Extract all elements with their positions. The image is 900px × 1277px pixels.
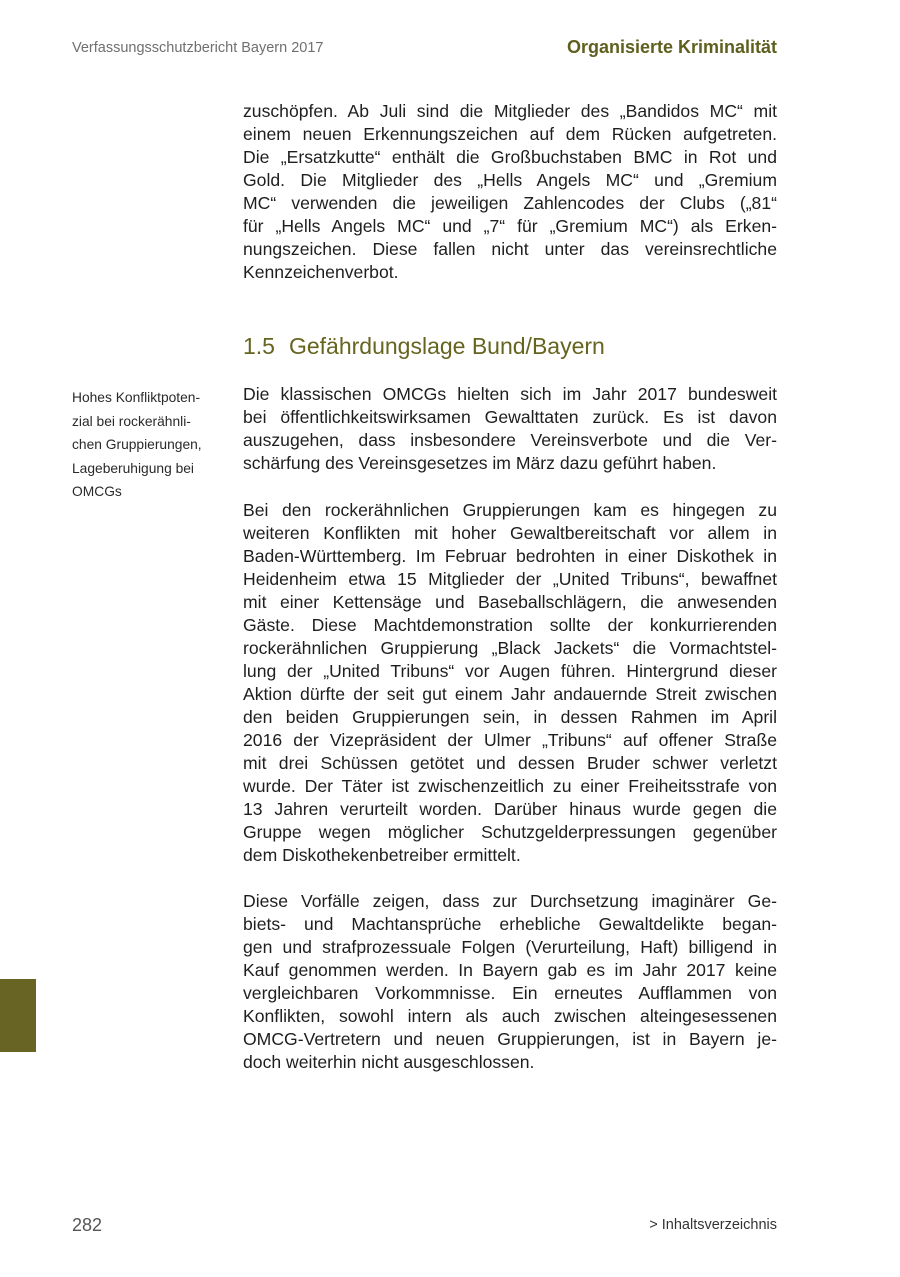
text-line: Gäste. Diese Machtdemonstration sollte der konkurrierenden — [243, 615, 777, 635]
text-line: zuschöpfen. Ab Juli sind die Mitglieder des „Bandidos MC“ mit — [243, 101, 777, 121]
paragraph — [243, 890, 777, 1074]
text-line: Konflikten, sowohl intern als auch zwischen alteingesessenen — [243, 1006, 777, 1026]
text-line: für „Hells Angels MC“ und „7“ für „Gremium MC“) als Erken- — [243, 216, 777, 236]
paragraph — [243, 100, 777, 284]
text-line: MC“ verwenden die jeweiligen Zahlencodes der Clubs („81“ — [243, 193, 777, 213]
text-line: Kennzeichenverbot. — [243, 262, 399, 282]
text-line: 13 Jahren verurteilt worden. Darüber hinaus wurde gegen die — [243, 799, 777, 819]
chapter-tab-marker — [0, 979, 36, 1052]
page-number: 282 — [72, 1215, 103, 1235]
text-line: 2016 der Vizepräsident der Ulmer „Tribuns“ auf offener Straße — [243, 730, 777, 750]
margin-note-line: zial bei rockerähnli- — [72, 413, 191, 429]
text-line: mit einer Kettensäge und Baseballschlägern, die anwesenden — [243, 592, 777, 612]
table-of-contents-link[interactable]: > Inhaltsverzeichnis — [649, 1217, 777, 1233]
text-line: Die klassischen OMCGs hielten sich im Jahr 2017 bundesweit — [243, 384, 777, 404]
text-line: dem Diskothekenbetreiber ermittelt. — [243, 845, 521, 865]
text-line: wurde. Der Täter ist zwischenzeitlich zu einer Freiheitsstrafe von — [243, 776, 777, 796]
margin-note-line: Hohes Konfliktpoten- — [72, 390, 201, 405]
text-line: OMCG-Vertretern und neuen Gruppierungen, ist in Bayern je- — [243, 1029, 777, 1049]
text-line: vergleichbaren Vorkommnisse. Ein erneutes Aufflammen von — [243, 983, 777, 1003]
text-line: auszugehen, dass insbesondere Vereinsverbote und die Ver- — [243, 430, 777, 450]
margin-note-line: OMCGs — [72, 484, 122, 499]
text-line: Heidenheim etwa 15 Mitglieder der „United Tribuns“, bewaffnet — [243, 569, 777, 589]
text-line: einem neuen Erkennungszeichen auf dem Rücken aufgetreten. — [243, 124, 777, 144]
section-title: Gefährdungslage Bund/Bayern — [288, 333, 605, 359]
running-header-title: Verfassungsschutzbericht Bayern 2017 — [72, 40, 324, 56]
text-line: bei öffentlichkeitswirksamen Gewalttaten zurück. Es ist davon — [243, 407, 777, 427]
margin-note — [72, 386, 202, 504]
text-line: Diese Vorfälle zeigen, dass zur Durchsetzung imaginärer Ge- — [243, 891, 777, 911]
section-heading — [243, 333, 605, 360]
text-line: lung der „United Tribuns“ vor Augen führen. Hintergrund dieser — [243, 661, 777, 681]
margin-note-line: Lageberuhigung bei — [72, 460, 194, 476]
text-line: schärfung des Vereinsgesetzes im März dazu geführt haben. — [243, 453, 717, 473]
paragraph — [243, 499, 777, 867]
text-line: Gold. Die Mitglieder des „Hells Angels MC“ und „Gremium — [243, 170, 777, 190]
text-line: rockerähnlichen Gruppierung „Black Jackets“ die Vormachtstel- — [243, 638, 777, 658]
text-line: den beiden Gruppierungen sein, in dessen Rahmen im April — [243, 707, 777, 727]
text-line: Bei den rockerähnlichen Gruppierungen kam es hingegen zu — [243, 500, 777, 520]
text-line: gen und strafprozessuale Folgen (Verurteilung, Haft) billigend in — [243, 937, 777, 957]
text-line: Baden-Württemberg. Im Februar bedrohten in einer Diskothek in — [243, 546, 777, 566]
section-number: 1.5 — [243, 333, 275, 359]
text-line: weiteren Konflikten mit hoher Gewaltbereitschaft vor allem in — [243, 523, 777, 543]
text-line: Aktion dürfte der seit gut einem Jahr andauernde Streit zwischen — [243, 684, 777, 704]
text-line: Gruppe wegen möglicher Schutzgelderpressungen gegenüber — [243, 822, 777, 842]
text-line: Die „Ersatzkutte“ enthält die Großbuchstaben BMC in Rot und — [243, 147, 777, 167]
text-line: doch weiterhin nicht ausgeschlossen. — [243, 1052, 535, 1072]
text-line: nungszeichen. Diese fallen nicht unter das vereinsrechtliche — [243, 239, 777, 259]
text-line: mit drei Schüssen getötet und dessen Bruder schwer verletzt — [243, 753, 777, 773]
text-line: biets- und Machtansprüche erhebliche Gewaltdelikte began- — [243, 914, 777, 934]
paragraph — [243, 383, 777, 475]
margin-note-line: chen Gruppierungen, — [72, 437, 202, 452]
text-line: Kauf genommen werden. In Bayern gab es im Jahr 2017 keine — [243, 960, 777, 980]
chapter-title: Organisierte Kriminalität — [566, 37, 777, 57]
